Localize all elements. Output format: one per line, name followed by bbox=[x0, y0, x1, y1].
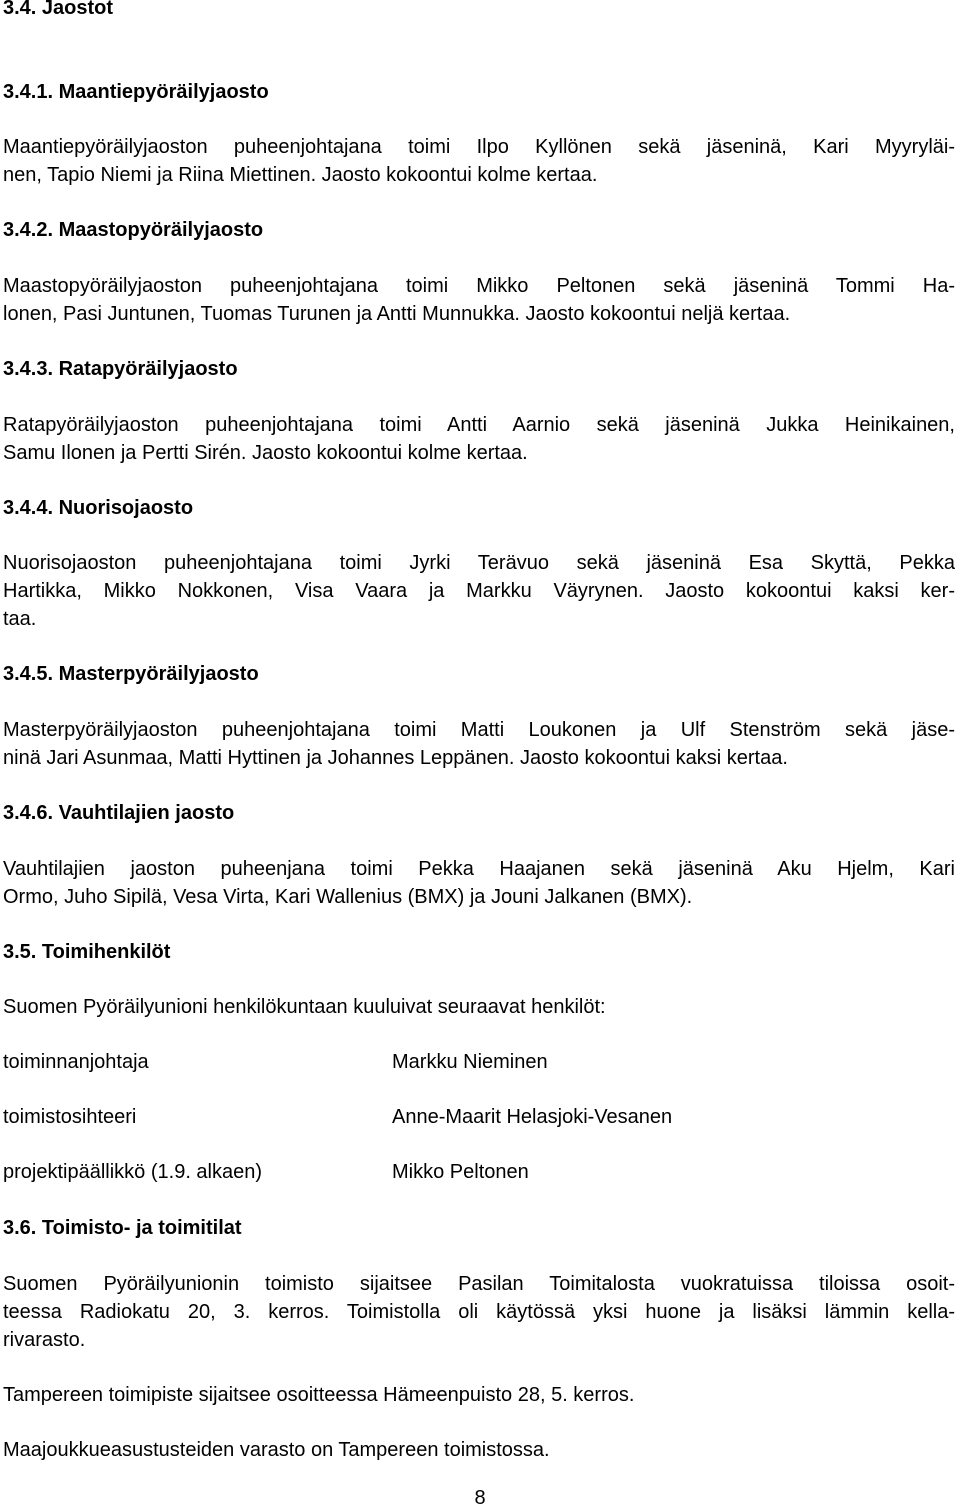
section-heading-vauhtilajien-jaosto: 3.4.6. Vauhtilajien jaosto bbox=[3, 802, 235, 824]
paragraph-line: Ratapyöräilyjaoston puheenjohtajana toimi Antti Aarnio sekä jäseninä Jukka Heinikainen, bbox=[3, 414, 955, 436]
section-heading-toimisto-ja-toimitilat: 3.6. Toimisto- ja toimitilat bbox=[3, 1217, 242, 1239]
staff-title: toiminnanjohtaja bbox=[3, 1051, 149, 1073]
paragraph-line: nen, Tapio Niemi ja Riina Miettinen. Jaosto kokoontui kolme kertaa. bbox=[3, 164, 598, 186]
paragraph-line: Suomen Pyöräilyunionin toimisto sijaitsee Pasilan Toimitalosta vuokratuissa tiloissa osoit- bbox=[3, 1273, 955, 1295]
paragraph-line: ninä Jari Asunmaa, Matti Hyttinen ja Johannes Leppänen. Jaosto kokoontui kaksi kertaa. bbox=[3, 747, 788, 769]
paragraph-maantiepyorailyjaosto bbox=[3, 133, 955, 189]
paragraph-toimihenkilot-intro: Suomen Pyöräilyunioni henkilökuntaan kuuluivat seuraavat henkilöt: bbox=[3, 996, 606, 1018]
section-heading-jaostot: 3.4. Jaostot bbox=[3, 0, 114, 19]
staff-title: projektipäällikkö (1.9. alkaen) bbox=[3, 1161, 263, 1183]
paragraph-nuorisojaosto bbox=[3, 549, 955, 633]
paragraph-line: Nuorisojaoston puheenjohtajana toimi Jyrki Terävuo sekä jäseninä Esa Skyttä, Pekka bbox=[3, 552, 955, 574]
paragraph-tampereen-toimipiste: Tampereen toimipiste sijaitsee osoitteessa Hämeenpuisto 28, 5. kerros. bbox=[3, 1384, 635, 1406]
paragraph-line: Ormo, Juho Sipilä, Vesa Virta, Kari Wallenius (BMX) ja Jouni Jalkanen (BMX). bbox=[3, 886, 693, 908]
paragraph-line: taa. bbox=[3, 608, 37, 630]
paragraph-masterpyorailyjaosto bbox=[3, 716, 955, 772]
paragraph-maajoukkue-varasto: Maajoukkueasustusteiden varasto on Tampereen toimistossa. bbox=[3, 1439, 550, 1461]
section-heading-masterpyorailyjaosto: 3.4.5. Masterpyöräilyjaosto bbox=[3, 663, 259, 685]
paragraph-line: rivarasto. bbox=[3, 1329, 86, 1351]
section-heading-maantiepyorailyjaosto: 3.4.1. Maantiepyöräilyjaosto bbox=[3, 81, 269, 103]
staff-name: Mikko Peltonen bbox=[392, 1161, 529, 1183]
page-number: 8 bbox=[474, 1487, 486, 1509]
section-heading-maastopyorailyjaosto: 3.4.2. Maastopyöräilyjaosto bbox=[3, 219, 264, 241]
paragraph-line: lonen, Pasi Juntunen, Tuomas Turunen ja Antti Munnukka. Jaosto kokoontui neljä kertaa. bbox=[3, 303, 791, 325]
paragraph-line: teessa Radiokatu 20, 3. kerros. Toimistolla oli käytössä yksi huone ja lisäksi lämmin kella- bbox=[3, 1301, 955, 1323]
paragraph-line: Samu Ilonen ja Pertti Sirén. Jaosto kokoontui kolme kertaa. bbox=[3, 442, 528, 464]
paragraph-maastopyorailyjaosto bbox=[3, 272, 955, 328]
paragraph-ratapyorailyjaosto bbox=[3, 411, 955, 467]
section-heading-nuorisojaosto: 3.4.4. Nuorisojaosto bbox=[3, 497, 194, 519]
paragraph-line: Vauhtilajien jaoston puheenjana toimi Pekka Haajanen sekä jäseninä Aku Hjelm, Kari bbox=[3, 858, 955, 880]
staff-name: Anne-Maarit Helasjoki-Vesanen bbox=[392, 1106, 673, 1128]
paragraph-line: Hartikka, Mikko Nokkonen, Visa Vaara ja Markku Väyrynen. Jaosto kokoontui kaksi ker- bbox=[3, 580, 955, 602]
paragraph-line: Maantiepyöräilyjaoston puheenjohtajana toimi Ilpo Kyllönen sekä jäseninä, Kari Myyryläi- bbox=[3, 136, 955, 158]
section-heading-ratapyorailyjaosto: 3.4.3. Ratapyöräilyjaosto bbox=[3, 358, 238, 380]
paragraph-line: Masterpyöräilyjaoston puheenjohtajana toimi Matti Loukonen ja Ulf Stenström sekä jäse- bbox=[3, 719, 955, 741]
staff-name: Markku Nieminen bbox=[392, 1051, 548, 1073]
staff-title: toimistosihteeri bbox=[3, 1106, 137, 1128]
paragraph-vauhtilajien-jaosto bbox=[3, 855, 955, 911]
paragraph-line: Maastopyöräilyjaoston puheenjohtajana toimi Mikko Peltonen sekä jäseninä Tommi Ha- bbox=[3, 275, 955, 297]
paragraph-toimisto-sijainti bbox=[3, 1270, 955, 1354]
section-heading-toimihenkilot: 3.5. Toimihenkilöt bbox=[3, 941, 171, 963]
